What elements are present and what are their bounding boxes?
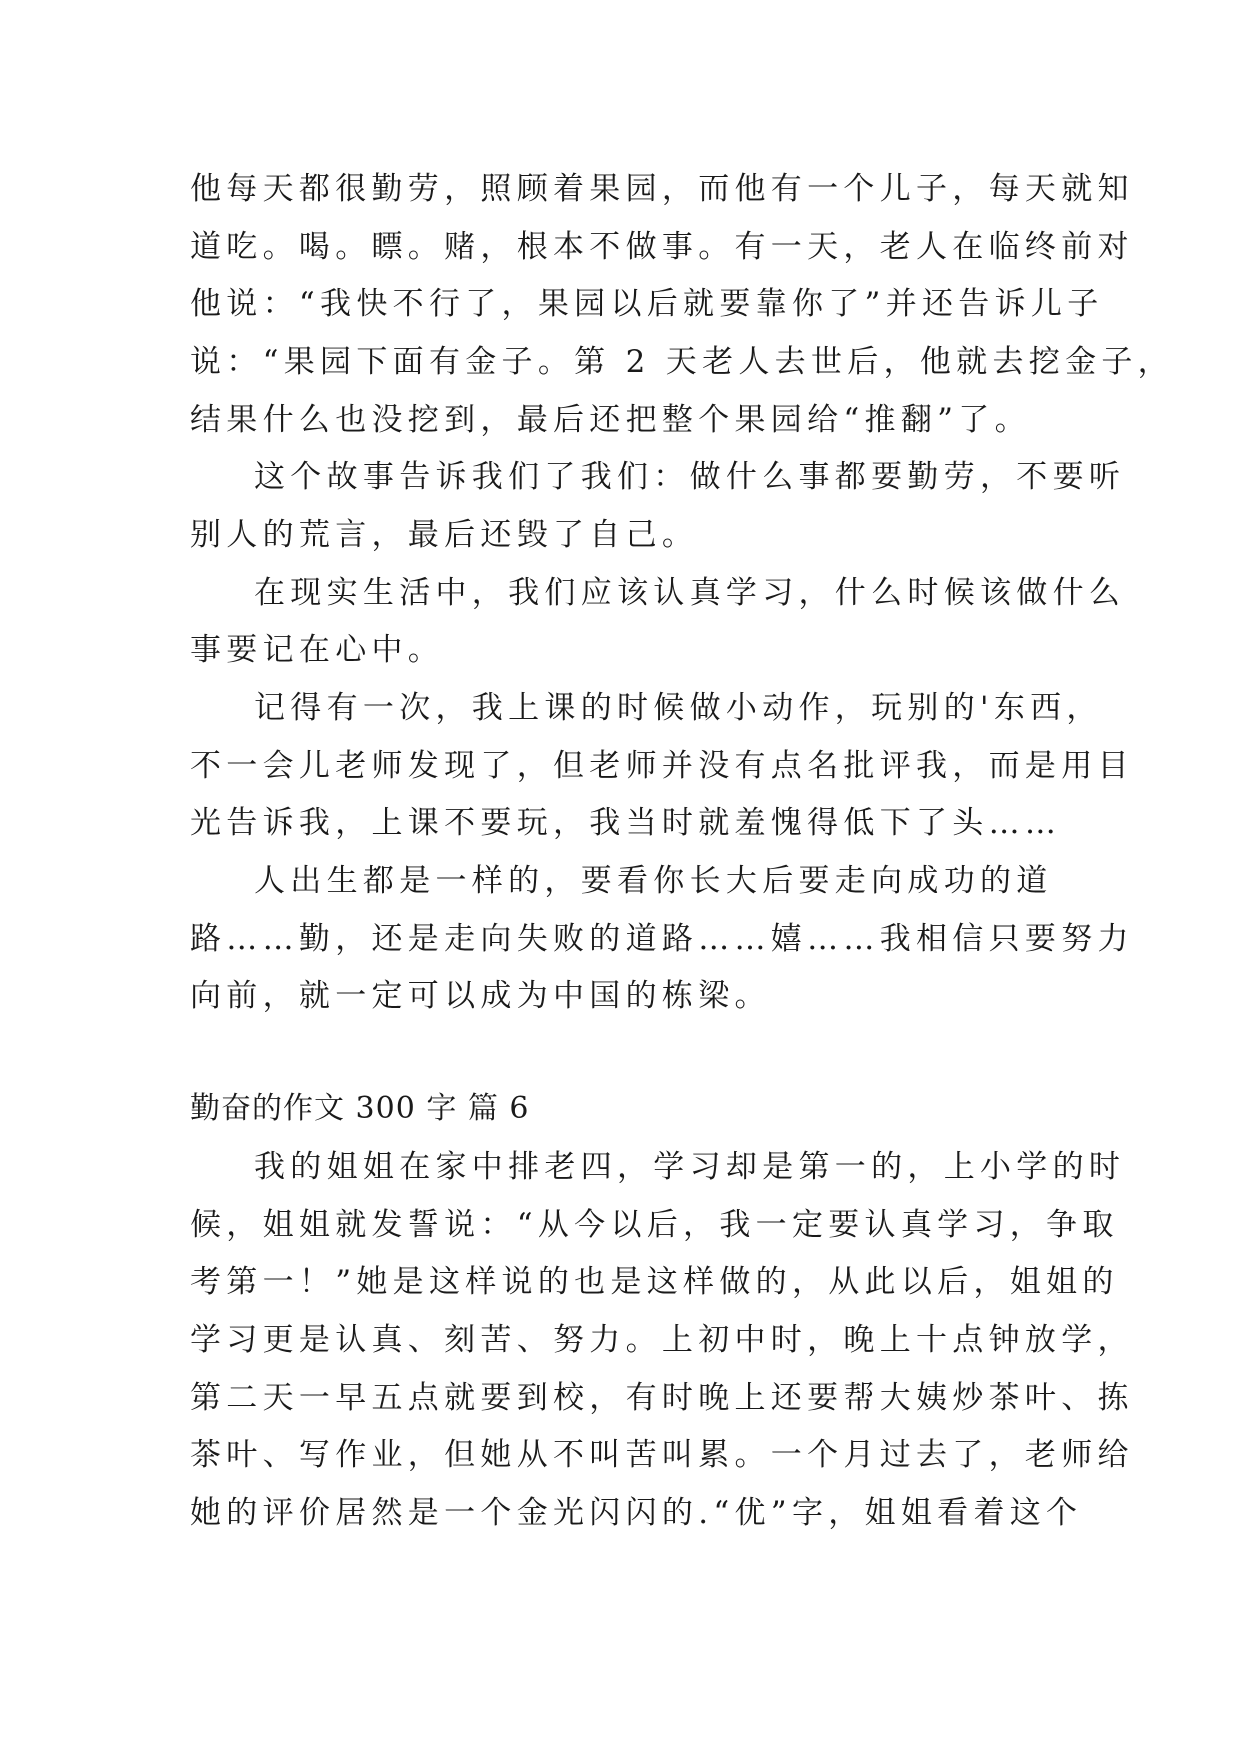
text-line: 光告诉我，上课不要玩，我当时就羞愧得低下了头……: [190, 805, 1062, 841]
paragraph-first-line: 人出生都是一样的，要看你长大后要走向成功的道: [254, 863, 1053, 899]
text-line: 他每天都很勤劳，照顾着果园，而他有一个儿子，每天就知: [190, 171, 1134, 207]
text-line: 她的评价居然是一个金光闪闪的.“优”字，姐姐看着这个: [190, 1495, 1083, 1531]
paragraph-first-line: 在现实生活中，我们应该认真学习，什么时候该做什么: [254, 575, 1126, 611]
text-line: 学习更是认真、刻苦、努力。上初中时，晚上十点钟放学，: [190, 1322, 1134, 1358]
paragraph-first-line: 记得有一次，我上课的时候做小动作，玩别的'东西，: [254, 690, 1103, 726]
text-line: 他说：“我快不行了，果园以后就要靠你了”并还告诉儿子: [190, 286, 1104, 322]
text-line: 事要记在心中。: [190, 632, 445, 668]
text-line: 道吃。喝。瞟。赌，根本不做事。有一天，老人在临终前对: [190, 229, 1134, 265]
text-line: 说：“果园下面有金子。第 2 天老人去世后，他就去挖金子，: [190, 344, 1174, 380]
text-line: 考第一！”她是这样说的也是这样做的，从此以后，姐姐的: [190, 1264, 1119, 1300]
text-line: 结果什么也没挖到，最后还把整个果园给“推翻”了。: [190, 402, 1031, 438]
text-line: 向前，就一定可以成为中国的栋梁。: [190, 978, 771, 1014]
text-line: 候，姐姐就发誓说：“从今以后，我一定要认真学习，争取: [190, 1207, 1119, 1243]
text-line: 第二天一早五点就要到校，有时晚上还要帮大姨炒茶叶、拣: [190, 1380, 1134, 1416]
text-line: 不一会儿老师发现了，但老师并没有点名批评我，而是用目: [190, 748, 1134, 784]
section-heading: 勤奋的作文 300 字 篇 6: [190, 1091, 530, 1126]
paragraph-first-line: 我的姐姐在家中排老四，学习却是第一的，上小学的时: [254, 1149, 1126, 1185]
paragraph-first-line: 这个故事告诉我们了我们：做什么事都要勤劳，不要听: [254, 459, 1126, 495]
text-line: 茶叶、写作业，但她从不叫苦叫累。一个月过去了，老师给: [190, 1437, 1134, 1473]
text-line: 别人的荒言，最后还毁了自己。: [190, 517, 699, 553]
text-line: 路……勤，还是走向失败的道路……嬉……我相信只要努力: [190, 921, 1134, 957]
